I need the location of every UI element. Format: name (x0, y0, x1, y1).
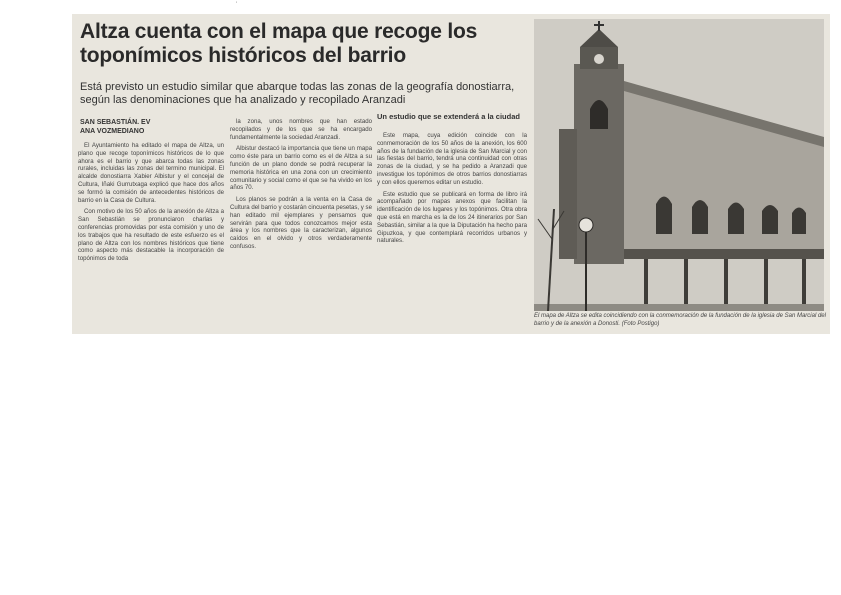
article-byline: SAN SEBASTIÁN. EV ANA VOZMEDIANO (80, 119, 151, 135)
paragraph: Con motivo de los 50 años de la anexión de Altza a San Sebastián se pronunciaron charlas y conferencias promovidas por esta comisión y uno de los trabajos que ha resultado de este esfuerzo es el plano de Altza con los nombres históricos que tiene como aspecto más destacable la incorporación de topónimos de toda (78, 208, 224, 263)
paragraph: Albistur destacó la importancia que tiene un mapa como éste para un barrio como es el de Altza a su función de un plano donde se podrá recuperar la memoria histórica en una zona con un crecimiento comunitario y social como el que se ha vivido en los años 70. (230, 145, 372, 192)
scan-smudge: ' (236, 2, 238, 8)
paragraph: Este estudio que se publicará en forma de libro irá acompañado por mapas anexos que facilitan la identificación de los lugares y los topónimos. Otra obra que está en marcha es la de los 24 itinerarios por San Sebastián, similar a la que la Diputación ha hecho para Gipuzkoa, y que contemplará recorridos urbanos y naturales. (377, 190, 527, 245)
article-headline: Altza cuenta con el mapa que recoge los toponímicos históricos del barrio (80, 20, 478, 67)
paragraph: la zona, unos nombres que han estado recopilados y de los que se ha encargado fundamentalmente la sociedad Aranzadi. (230, 118, 372, 141)
section-subtitle: Un estudio que se extenderá a la ciudad (377, 112, 520, 121)
paragraph: El Ayuntamiento ha editado el mapa de Altza, un plano que recoge toponímicos históricos de lo que ahora es el barrio y que abarca todas las zonas rurales, incluidas las zonas del termino municipal. El alcalde donostiarra Xabier Albistur y el concejal de Cultura, Iñaki Gurrutxaga explicó que hace dos años se formó la comisión de antecedentes históricos de barrio en la Casa de Cultura. (78, 142, 224, 204)
article-column-3 (377, 132, 527, 249)
newspaper-clipping (72, 14, 830, 334)
article-column-1 (78, 142, 224, 267)
church-photo (534, 19, 824, 311)
church-illustration (534, 19, 824, 311)
photo-caption: El mapa de Altza se edita coincidiendo con la conmemoración de la fundación de la iglesia de San Marcial del barrio y de la anexión a Donosti. (Foto Postigo) (534, 313, 826, 327)
article-subhead: Está previsto un estudio similar que abarque todas las zonas de la geografía donostiarra, según las denominaciones que ha analizado y recopilado Aranzadi (80, 81, 515, 106)
paragraph: Este mapa, cuya edición coincide con la conmemoración de los 50 años de la anexión, los 600 años de la fundación de la iglesia de San Marcial y con las fiestas del barrio, tendrá una continuidad con otras zonas de la ciudad, y se ha pedido a Aranzadi que investigue los topónimos de otros barrios donostiarras y con ellos queremos editar un estudio. (377, 132, 527, 186)
article-column-2 (230, 118, 372, 255)
paragraph: Los planos se podrán a la venta en la Casa de Cultura del barrio y costarán cincuenta pesetas, y se han editado mil ejemplares y pensamos que servirán para que todos conozcamos mejor esta área y los nombres que la caracterizan, algunos caídos en el olvido y otros verdaderamente confusos. (230, 196, 372, 250)
